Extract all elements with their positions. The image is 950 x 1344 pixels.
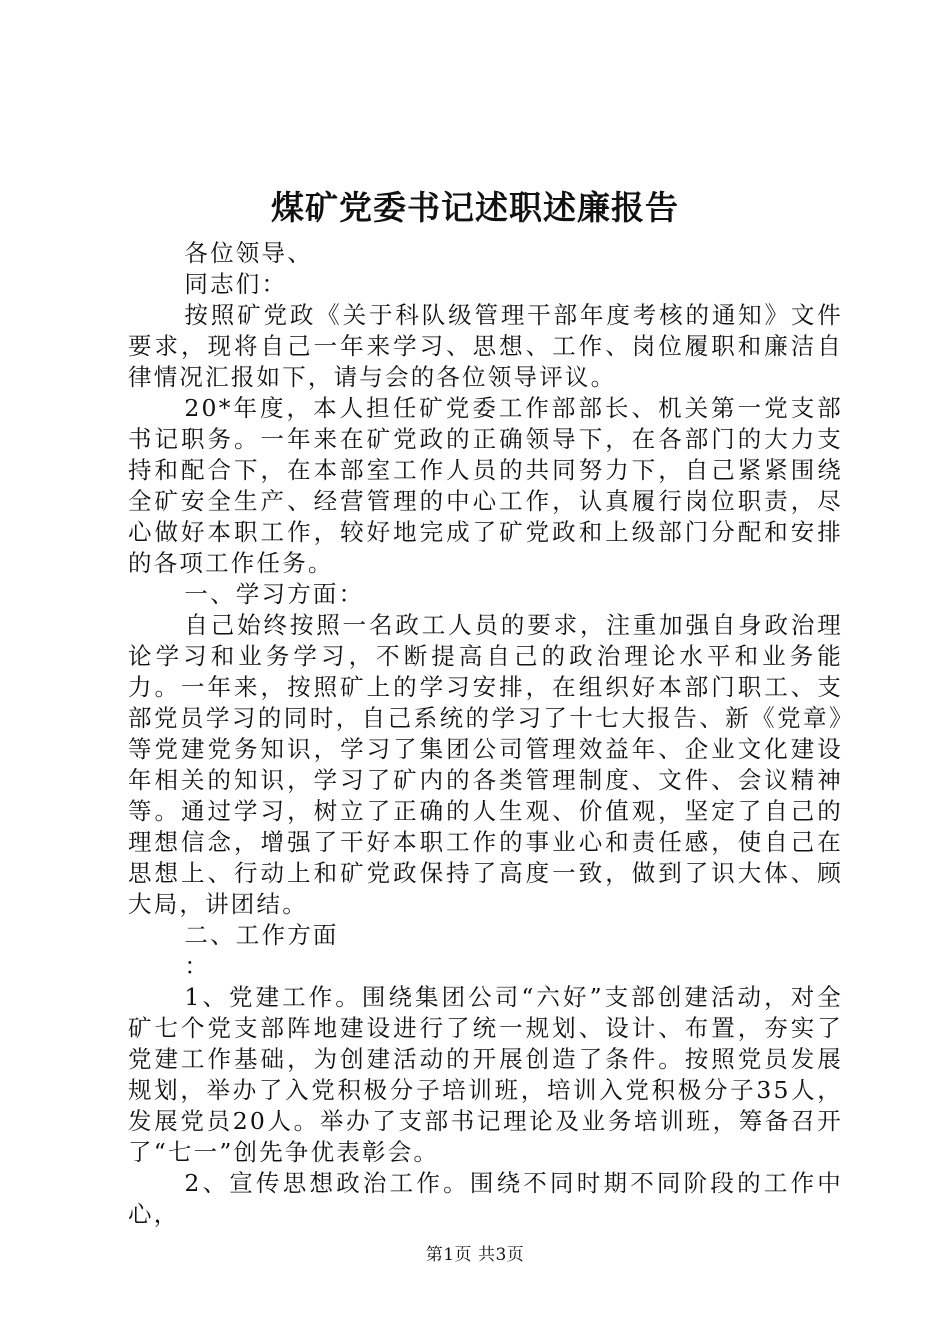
- section-heading-work: 二、工作方面: [184, 921, 339, 949]
- document-title: 煤矿党委书记述职述廉报告: [271, 188, 679, 227]
- salutation-comrades: 同志们：: [184, 270, 288, 298]
- paragraph-study: 自己始终按照一名政工人员的要求，注重加强自身政治理论学习和业务学习，不断提高自己的政治理论水平和业务能力。一年来，按照矿上的学习安排，在组织好本部门职工、支部党员学习的同时，自己系统的学习了十七大报告、新《党章》等党建党务知识，学习了集团公司管理效益年、企业文化建设年相关的知识，学习了矿内的各类管理制度、文件、会议精神等。通过学习，树立了正确的人生观、价值观，坚定了自己的理想信念，增强了干好本职工作的事业心和责任感，使自己在思想上、行动上和矿党政保持了高度一致，做到了识大体、顾大局，讲团结。: [128, 611, 843, 918]
- document-body: [128, 238, 843, 1230]
- salutation-leaders: 各位领导、: [184, 239, 313, 267]
- paragraph-publicity: 2、宣传思想政治工作。围绕不同时期不同阶段的工作中心，: [128, 1169, 843, 1228]
- section-heading-work-colon: ：: [184, 952, 211, 980]
- paragraph-annual-summary: 20*年度，本人担任矿党委工作部部长、机关第一党支部书记职务。一年来在矿党政的正确领导下，在各部门的大力支持和配合下，在本部室工作人员的共同努力下，自己紧紧围绕全矿安全生产、经营管理的中心工作，认真履行岗位职责，尽心做好本职工作，较好地完成了矿党政和上级部门分配和安排的各项工作任务。: [128, 394, 843, 577]
- paragraph-intro: 按照矿党政《关于科队级管理干部年度考核的通知》文件要求，现将自己一年来学习、思想、工作、岗位履职和廉洁自律情况汇报如下，请与会的各位领导评议。: [128, 301, 843, 391]
- page-footer: 第1页 共3页: [425, 1245, 525, 1265]
- paragraph-party-building: 1、党建工作。围绕集团公司“六好”支部创建活动，对全矿七个党支部阵地建设进行了统一规划、设计、布置，夯实了党建工作基础，为创建活动的开展创造了条件。按照党员发展规划，举办了入党积极分子培训班，培训入党积极分子35人，发展党员20人。举办了支部书记理论及业务培训班，筹备召开了“七一”创先争优表彰会。: [128, 983, 843, 1166]
- section-heading-study: 一、学习方面：: [184, 580, 365, 608]
